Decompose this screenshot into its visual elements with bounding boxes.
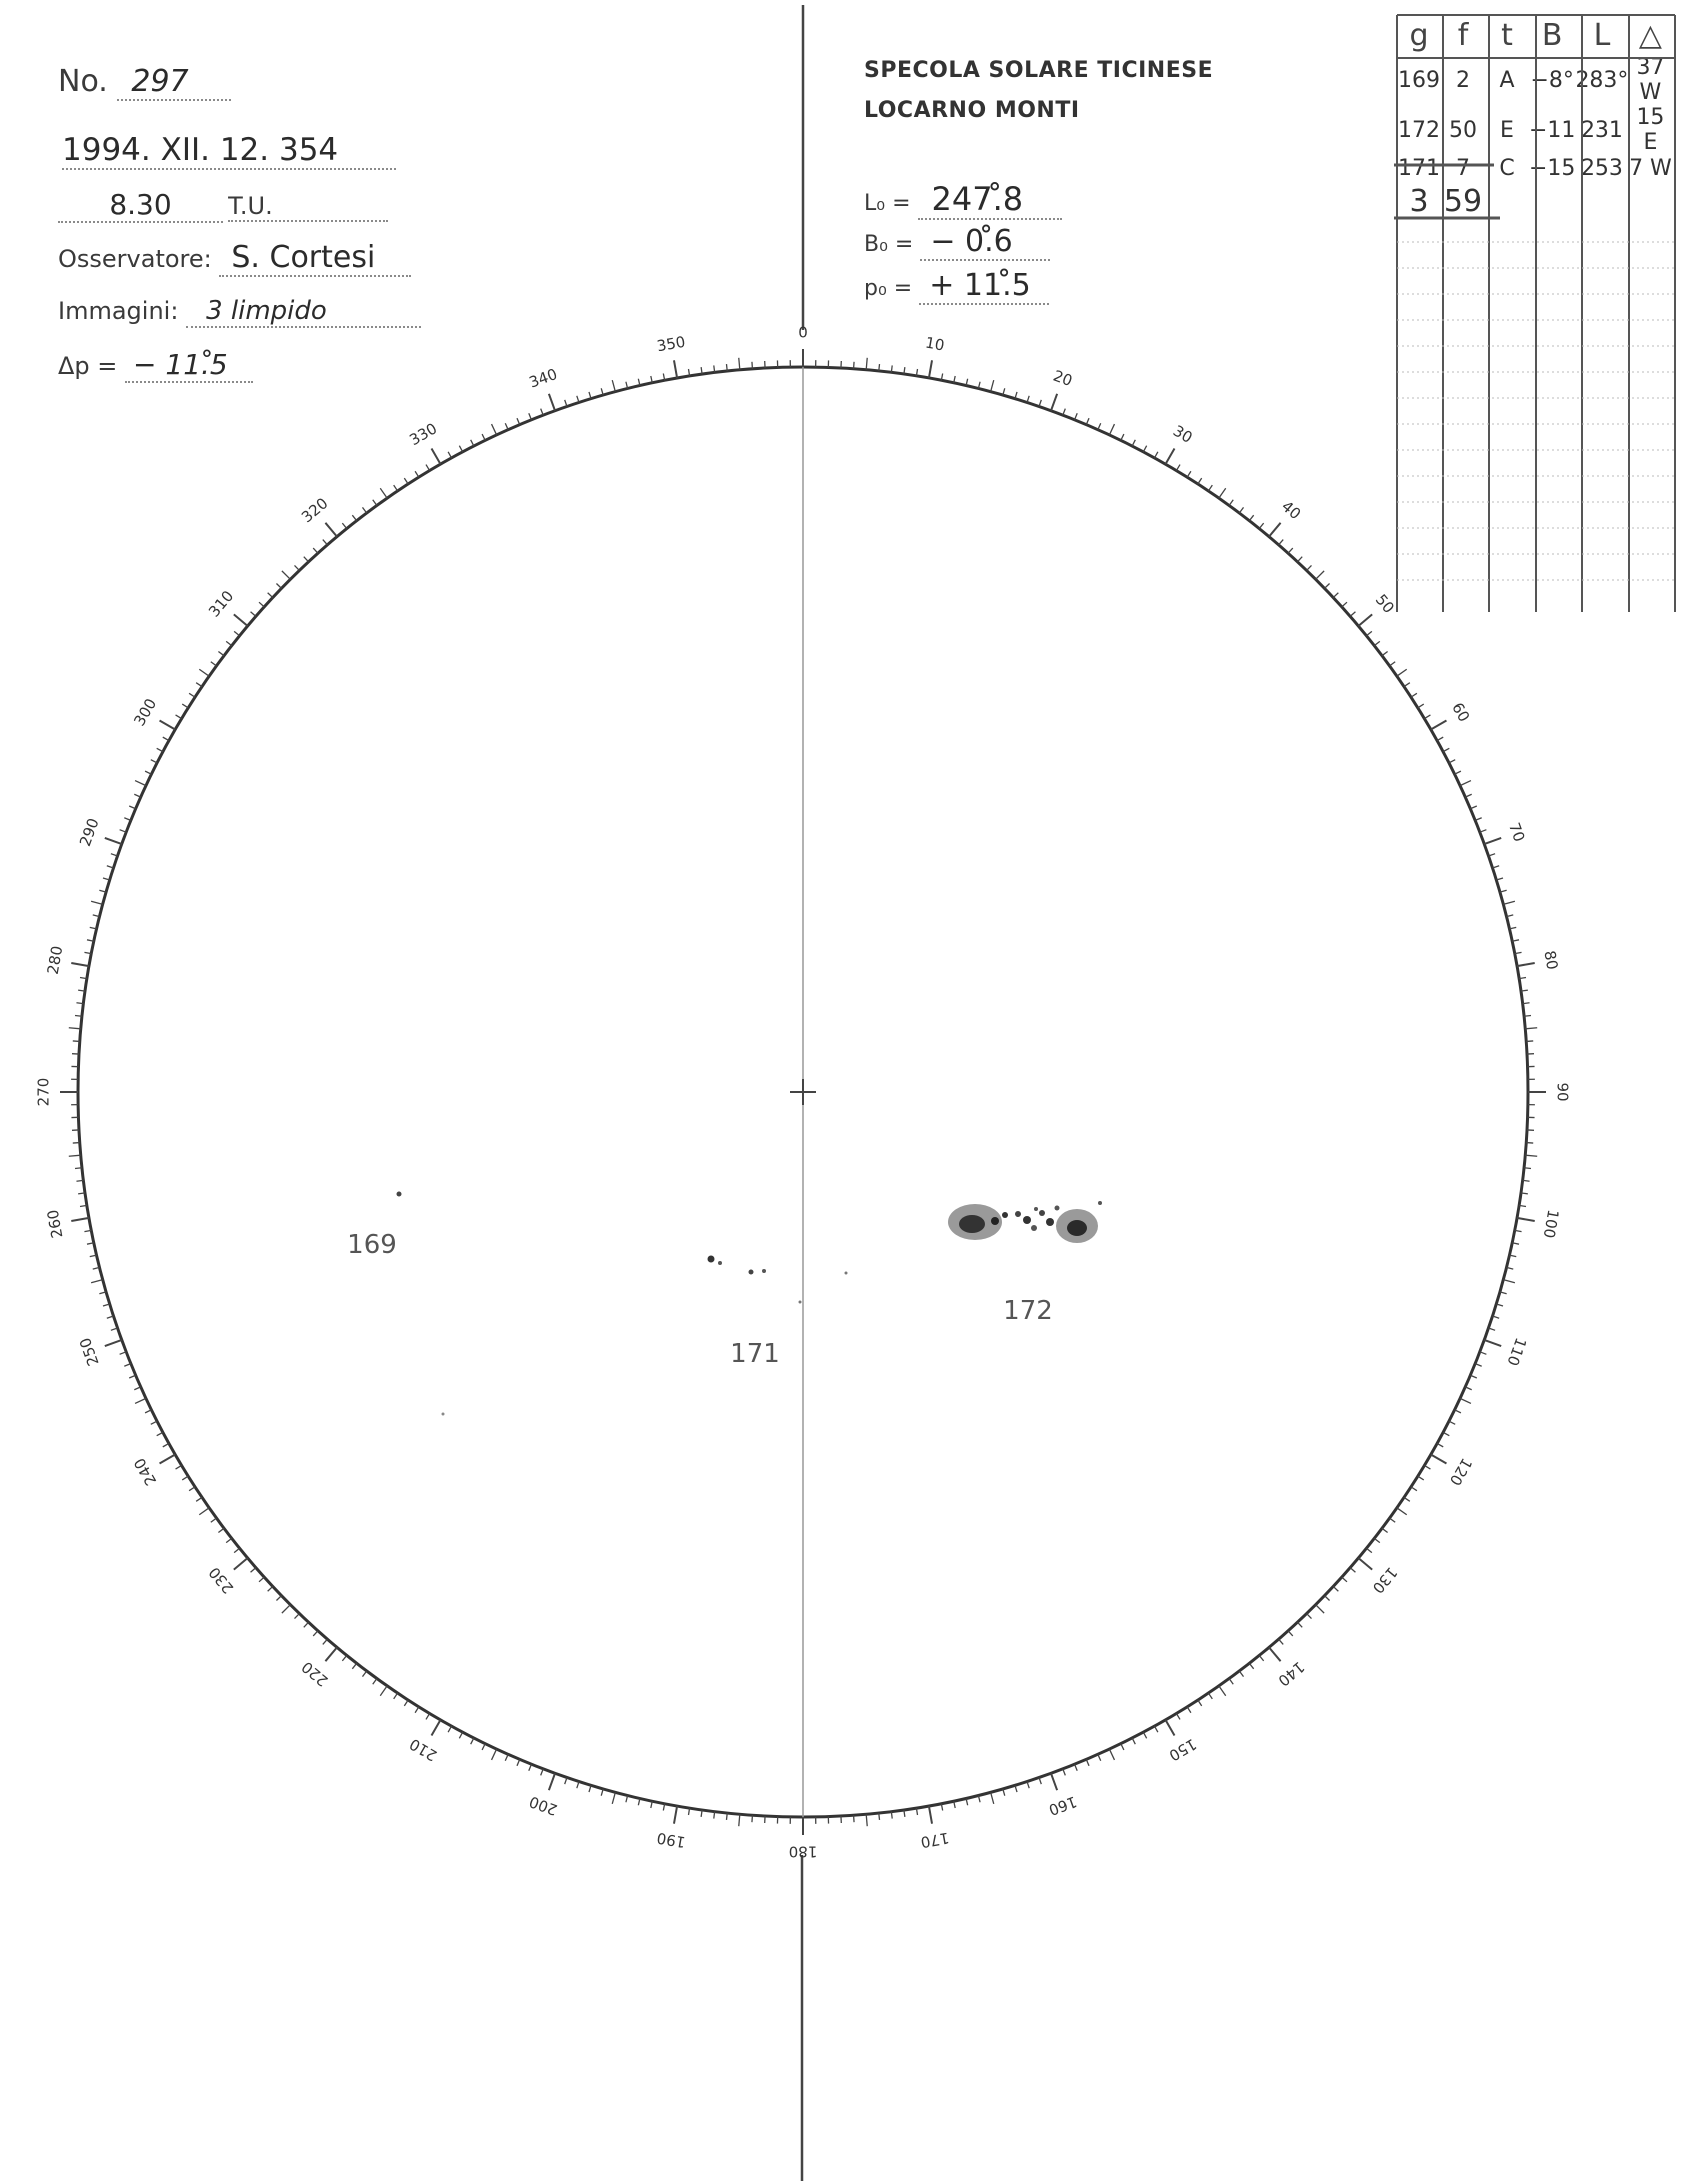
degree-tick xyxy=(234,614,248,626)
degree-tick xyxy=(929,1806,932,1824)
degree-tick xyxy=(879,1813,880,1820)
degree-tick xyxy=(251,612,256,617)
degree-tick xyxy=(1297,1622,1302,1627)
degree-label: 280 xyxy=(43,944,67,976)
degree-label: 260 xyxy=(43,1208,67,1240)
column-header: t xyxy=(1501,17,1513,53)
degree-tick xyxy=(218,651,224,655)
po-value: + 11.̊5 xyxy=(919,268,1049,305)
degree-tick xyxy=(135,1398,146,1403)
degree-tick xyxy=(866,358,867,370)
degree-tick xyxy=(145,1410,151,1413)
degree-tick xyxy=(492,424,497,435)
sunspot-group-171 xyxy=(708,1256,848,1304)
degree-tick xyxy=(415,1707,419,1713)
degree-label: 120 xyxy=(1445,1454,1476,1489)
table-cell: −11 xyxy=(1529,117,1576,143)
degree-label: 230 xyxy=(205,1563,238,1597)
degree-tick xyxy=(415,471,419,477)
table-cell: C xyxy=(1499,155,1515,181)
degree-tick xyxy=(211,1518,217,1522)
degree-tick xyxy=(1249,515,1253,521)
degree-tick xyxy=(991,1792,994,1804)
column-header: B xyxy=(1541,17,1563,53)
degree-label: 50 xyxy=(1371,590,1398,617)
degree-tick xyxy=(394,1693,398,1699)
degree-tick xyxy=(1484,1340,1501,1346)
degree-tick xyxy=(612,380,615,392)
degree-label: 210 xyxy=(406,1734,441,1765)
degree-tick xyxy=(151,1421,157,1424)
degree-tick xyxy=(1524,1015,1531,1016)
degree-tick xyxy=(1411,1487,1417,1491)
degree-tick xyxy=(1449,1421,1455,1424)
po-label: p₀ = xyxy=(864,276,913,301)
degree-tick xyxy=(739,1814,740,1826)
degree-label: 90 xyxy=(1553,1082,1572,1102)
group-label-169: 169 xyxy=(347,1230,397,1260)
degree-tick xyxy=(1288,1631,1293,1636)
degree-tick xyxy=(226,1538,232,1542)
degree-tick xyxy=(1143,1732,1146,1738)
degree-tick xyxy=(1297,557,1302,562)
degree-tick xyxy=(448,452,451,458)
degree-tick xyxy=(1437,737,1443,740)
degree-tick xyxy=(1503,901,1515,904)
degree-tick xyxy=(1424,1465,1430,1469)
degree-tick xyxy=(1374,641,1380,645)
degree-tick xyxy=(1176,465,1180,471)
degree-tick xyxy=(1523,1003,1530,1004)
degree-tick xyxy=(1269,1647,1281,1661)
degree-tick xyxy=(929,360,932,378)
degree-tick xyxy=(1449,760,1455,763)
degree-tick xyxy=(1208,1693,1212,1699)
degree-tick xyxy=(76,1003,83,1004)
degree-tick xyxy=(75,1168,82,1169)
degree-tick xyxy=(1382,1528,1388,1532)
degree-tick xyxy=(432,449,441,465)
degree-tick xyxy=(380,488,387,498)
degree-tick xyxy=(69,1155,81,1156)
degree-tick xyxy=(674,360,677,378)
degree-tick xyxy=(1525,1028,1537,1029)
lo-value: 247.̊8 xyxy=(918,180,1062,220)
degree-tick xyxy=(160,721,176,730)
degree-label: 110 xyxy=(1503,1335,1531,1369)
degree-tick xyxy=(549,1773,555,1790)
degree-tick xyxy=(313,1631,318,1636)
column-header: g xyxy=(1409,17,1429,53)
degree-tick xyxy=(276,584,281,589)
degree-tick xyxy=(1219,488,1226,498)
degree-tick xyxy=(492,1749,497,1760)
degree-tick xyxy=(199,1508,209,1515)
degree-tick xyxy=(1307,1614,1312,1619)
degree-tick xyxy=(304,1622,309,1627)
delta-p-value: − 11.̊5 xyxy=(125,348,253,383)
degree-tick xyxy=(459,446,462,452)
total-groups: 3 xyxy=(1409,183,1429,219)
degree-tick xyxy=(1132,440,1135,446)
degree-tick xyxy=(145,771,151,774)
degree-tick xyxy=(1333,1586,1338,1591)
observatory-location: LOCARNO MONTI xyxy=(864,98,1080,123)
degree-tick xyxy=(1187,471,1191,477)
degree-tick xyxy=(1350,1568,1355,1573)
degree-tick xyxy=(176,1465,182,1469)
degree-tick xyxy=(1382,651,1388,655)
degree-tick xyxy=(426,465,430,471)
degree-tick xyxy=(352,1663,356,1669)
degree-tick xyxy=(373,500,377,506)
time-unit: T.U. xyxy=(228,192,388,222)
degree-tick xyxy=(1517,963,1535,966)
column-header: L xyxy=(1593,17,1611,53)
degree-label: 340 xyxy=(526,364,560,392)
degree-tick xyxy=(404,1700,408,1706)
lo-label: L₀ = xyxy=(864,191,911,216)
degree-tick xyxy=(482,434,485,440)
degree-tick xyxy=(352,515,356,521)
degree-tick xyxy=(1198,1700,1202,1706)
degree-label: 140 xyxy=(1274,1657,1308,1690)
degree-tick xyxy=(471,440,474,446)
degree-tick xyxy=(304,557,309,562)
degree-tick xyxy=(1443,1432,1449,1435)
degree-label: 100 xyxy=(1539,1208,1563,1240)
degree-tick xyxy=(1288,548,1293,553)
degree-tick xyxy=(1431,721,1447,730)
degree-tick xyxy=(459,1732,462,1738)
degree-label: 310 xyxy=(205,587,238,621)
table-cell: A xyxy=(1499,67,1515,93)
degree-tick xyxy=(211,662,217,666)
degree-tick xyxy=(1269,523,1281,537)
degree-tick xyxy=(1455,771,1461,774)
degree-tick xyxy=(91,901,103,904)
degree-tick xyxy=(1374,1538,1380,1542)
degree-tick xyxy=(1307,565,1312,570)
degree-label: 80 xyxy=(1540,949,1562,972)
degree-tick xyxy=(549,394,555,411)
total-spots: 59 xyxy=(1443,183,1483,219)
degree-tick xyxy=(295,1614,300,1619)
degree-tick xyxy=(160,1455,176,1464)
degree-tick xyxy=(1443,748,1449,751)
observer-value: S. Cortesi xyxy=(219,240,411,277)
degree-tick xyxy=(1424,715,1430,719)
degree-tick xyxy=(75,1015,82,1016)
table-cell: 7 xyxy=(1456,155,1470,181)
table-cell: 2 xyxy=(1456,67,1470,93)
degree-tick xyxy=(1166,449,1175,465)
degree-tick xyxy=(157,1432,163,1435)
degree-tick xyxy=(726,364,727,371)
degree-tick xyxy=(448,1726,451,1732)
degree-tick xyxy=(1325,584,1330,589)
degree-tick xyxy=(1154,1726,1157,1732)
degree-tick xyxy=(69,1028,81,1029)
time-value: 8.30 xyxy=(58,188,223,223)
degree-tick xyxy=(1219,1686,1226,1696)
number-label: No. xyxy=(58,64,108,99)
degree-tick xyxy=(866,1814,867,1826)
degree-tick xyxy=(1229,1679,1233,1685)
column-header: f xyxy=(1457,17,1469,53)
table-cell: −8° xyxy=(1530,67,1574,93)
degree-label: 270 xyxy=(34,1077,53,1107)
degree-tick xyxy=(234,1548,239,1552)
degree-tick xyxy=(259,602,264,607)
degree-label: 10 xyxy=(923,333,946,355)
degree-tick xyxy=(373,1679,377,1685)
bo-label: B₀ = xyxy=(864,232,914,257)
degree-tick xyxy=(1259,523,1263,528)
degree-label: 30 xyxy=(1169,421,1196,447)
degree-tick xyxy=(1198,478,1202,484)
degree-tick xyxy=(295,565,300,570)
degree-tick xyxy=(1187,1707,1191,1713)
degree-tick xyxy=(76,1180,83,1181)
degree-tick xyxy=(1121,434,1124,440)
degree-tick xyxy=(1229,500,1233,506)
degree-tick xyxy=(182,704,188,708)
degree-tick xyxy=(1259,1655,1263,1660)
degree-tick xyxy=(426,1713,430,1719)
degree-tick xyxy=(891,365,892,372)
degree-tick xyxy=(1411,693,1417,697)
degree-tick xyxy=(1342,602,1347,607)
sunspot-group-169 xyxy=(397,1192,445,1416)
degree-tick xyxy=(1121,1744,1124,1750)
degree-tick xyxy=(135,781,146,786)
degree-tick xyxy=(226,641,232,645)
degree-tick xyxy=(1524,1168,1531,1169)
table-cell: 253 xyxy=(1580,155,1623,181)
degree-tick xyxy=(268,593,273,598)
degree-tick xyxy=(325,1647,337,1661)
degree-tick xyxy=(234,631,239,635)
degree-tick xyxy=(282,1605,290,1613)
degree-tick xyxy=(1404,683,1410,687)
table-cell: 231 xyxy=(1580,117,1623,143)
degree-tick xyxy=(1431,1455,1447,1464)
degree-tick xyxy=(1366,1548,1371,1552)
bo-value: − 0.̊6 xyxy=(920,224,1050,261)
degree-tick xyxy=(1316,1605,1324,1613)
degree-tick xyxy=(182,1476,188,1480)
degree-tick xyxy=(1132,1738,1135,1744)
degree-label: 250 xyxy=(75,1335,103,1369)
table-cell: 172 xyxy=(1398,117,1440,143)
degree-tick xyxy=(380,1686,387,1696)
degree-tick xyxy=(1350,612,1355,617)
degree-tick xyxy=(1239,507,1243,513)
degree-tick xyxy=(105,838,122,844)
table-cell: 169 xyxy=(1398,67,1440,93)
degree-tick xyxy=(71,963,89,966)
degree-tick xyxy=(674,1806,677,1824)
degree-tick xyxy=(1397,669,1407,676)
degree-tick xyxy=(157,748,163,751)
degree-tick xyxy=(1404,1497,1410,1501)
degree-label: 290 xyxy=(75,815,103,849)
degree-tick xyxy=(1239,1671,1243,1677)
degree-tick xyxy=(325,523,337,537)
degree-tick xyxy=(394,485,398,491)
degree-label: 160 xyxy=(1046,1792,1080,1820)
degree-tick xyxy=(151,760,157,763)
degree-tick xyxy=(1460,1398,1471,1403)
table-cell: −15 xyxy=(1529,155,1576,181)
degree-label: 200 xyxy=(526,1792,560,1820)
degree-tick xyxy=(1418,1476,1424,1480)
degree-tick xyxy=(1176,1713,1180,1719)
degree-label: 180 xyxy=(788,1842,818,1861)
degree-tick xyxy=(1366,631,1371,635)
degree-tick xyxy=(268,1586,273,1591)
degree-tick xyxy=(1109,424,1114,435)
degree-tick xyxy=(1109,1749,1114,1760)
degree-tick xyxy=(199,669,209,676)
degree-tick xyxy=(1525,1155,1537,1156)
table-cell: E xyxy=(1500,117,1514,143)
degree-tick xyxy=(276,1596,281,1601)
images-value: 3 limpido xyxy=(186,296,421,328)
degree-tick xyxy=(891,1812,892,1819)
degree-label: 330 xyxy=(406,419,441,450)
sunspot-group-172 xyxy=(948,1201,1102,1243)
degree-tick xyxy=(1460,781,1471,786)
degree-tick xyxy=(1418,704,1424,708)
degree-tick xyxy=(1279,1639,1284,1644)
degree-tick xyxy=(1390,662,1396,666)
degree-label: 170 xyxy=(919,1828,951,1852)
degree-tick xyxy=(1143,446,1146,452)
degree-tick xyxy=(1503,1280,1515,1283)
table-cell: 171 xyxy=(1398,155,1440,181)
table-cell: 7 W xyxy=(1629,155,1672,181)
degree-tick xyxy=(105,1340,122,1346)
degree-tick xyxy=(1333,593,1338,598)
degree-tick xyxy=(714,365,715,372)
degree-tick xyxy=(196,683,202,687)
degree-tick xyxy=(176,715,182,719)
table-cell: 50 xyxy=(1449,117,1477,143)
degree-tick xyxy=(1523,1180,1530,1181)
degree-tick xyxy=(91,1280,103,1283)
degree-tick xyxy=(1484,838,1501,844)
degree-tick xyxy=(163,1443,169,1446)
degree-tick xyxy=(1154,452,1157,458)
degree-tick xyxy=(196,1497,202,1501)
degree-label: 300 xyxy=(130,695,161,730)
degree-tick xyxy=(432,1720,441,1736)
degree-tick xyxy=(342,523,346,528)
degree-tick xyxy=(362,1671,366,1677)
degree-tick xyxy=(1051,1773,1057,1790)
group-label-171: 171 xyxy=(730,1339,780,1369)
degree-tick xyxy=(1437,1443,1443,1446)
degree-tick xyxy=(163,737,169,740)
number-value: 297 xyxy=(117,64,231,101)
degree-label: 70 xyxy=(1504,820,1529,845)
degree-tick xyxy=(714,1812,715,1819)
degree-tick xyxy=(259,1577,264,1582)
degree-label: 220 xyxy=(298,1657,332,1690)
degree-tick xyxy=(282,571,290,579)
degree-tick xyxy=(1397,1508,1407,1515)
delta-p-label: Δp = xyxy=(58,352,118,380)
degree-label: 150 xyxy=(1165,1734,1200,1765)
degree-tick xyxy=(1342,1577,1347,1582)
degree-tick xyxy=(1358,614,1372,626)
degree-label: 240 xyxy=(130,1454,161,1489)
group-label-172: 172 xyxy=(1003,1296,1053,1326)
degree-label: 0 xyxy=(798,323,808,342)
degree-tick xyxy=(1249,1663,1253,1669)
degree-tick xyxy=(1455,1410,1461,1413)
degree-label: 190 xyxy=(655,1828,687,1852)
degree-tick xyxy=(1390,1518,1396,1522)
degree-tick xyxy=(1358,1558,1372,1570)
degree-tick xyxy=(234,1558,248,1570)
degree-tick xyxy=(739,358,740,370)
observer-label: Osservatore: xyxy=(58,245,212,273)
table-cell: 15 E xyxy=(1636,105,1665,155)
degree-tick xyxy=(1279,540,1284,545)
degree-tick xyxy=(313,548,318,553)
observatory-name: SPECOLA SOLARE TICINESE xyxy=(864,58,1214,83)
degree-tick xyxy=(323,540,328,545)
degree-tick xyxy=(323,1639,328,1644)
degree-tick xyxy=(726,1813,727,1820)
degree-tick xyxy=(251,1568,256,1573)
table-cell: 283° xyxy=(1575,67,1629,93)
degree-tick xyxy=(189,1487,195,1491)
degree-tick xyxy=(612,1792,615,1804)
degree-label: 130 xyxy=(1368,1563,1401,1597)
degree-label: 320 xyxy=(298,494,332,527)
degree-tick xyxy=(1051,394,1057,411)
degree-label: 60 xyxy=(1448,699,1474,726)
degree-tick xyxy=(1208,485,1212,491)
table-cell: 37 W xyxy=(1636,55,1665,105)
degree-tick xyxy=(342,1655,346,1660)
degree-tick xyxy=(1325,1596,1330,1601)
degree-tick xyxy=(404,478,408,484)
degree-tick xyxy=(482,1744,485,1750)
degree-label: 40 xyxy=(1278,497,1305,524)
degree-tick xyxy=(471,1738,474,1744)
degree-tick xyxy=(71,1218,89,1221)
observation-date: 1994. XII. 12. 354 xyxy=(62,132,396,170)
degree-tick xyxy=(1517,1218,1535,1221)
degree-tick xyxy=(218,1528,224,1532)
degree-label: 20 xyxy=(1050,366,1075,391)
degree-tick xyxy=(1316,571,1324,579)
column-header: △ xyxy=(1638,17,1662,53)
degree-tick xyxy=(1166,1720,1175,1736)
degree-tick xyxy=(189,693,195,697)
degree-label: 350 xyxy=(655,332,687,356)
degree-tick xyxy=(879,364,880,371)
degree-tick xyxy=(362,507,366,513)
degree-tick xyxy=(991,380,994,392)
images-label: Immagini: xyxy=(58,297,179,325)
